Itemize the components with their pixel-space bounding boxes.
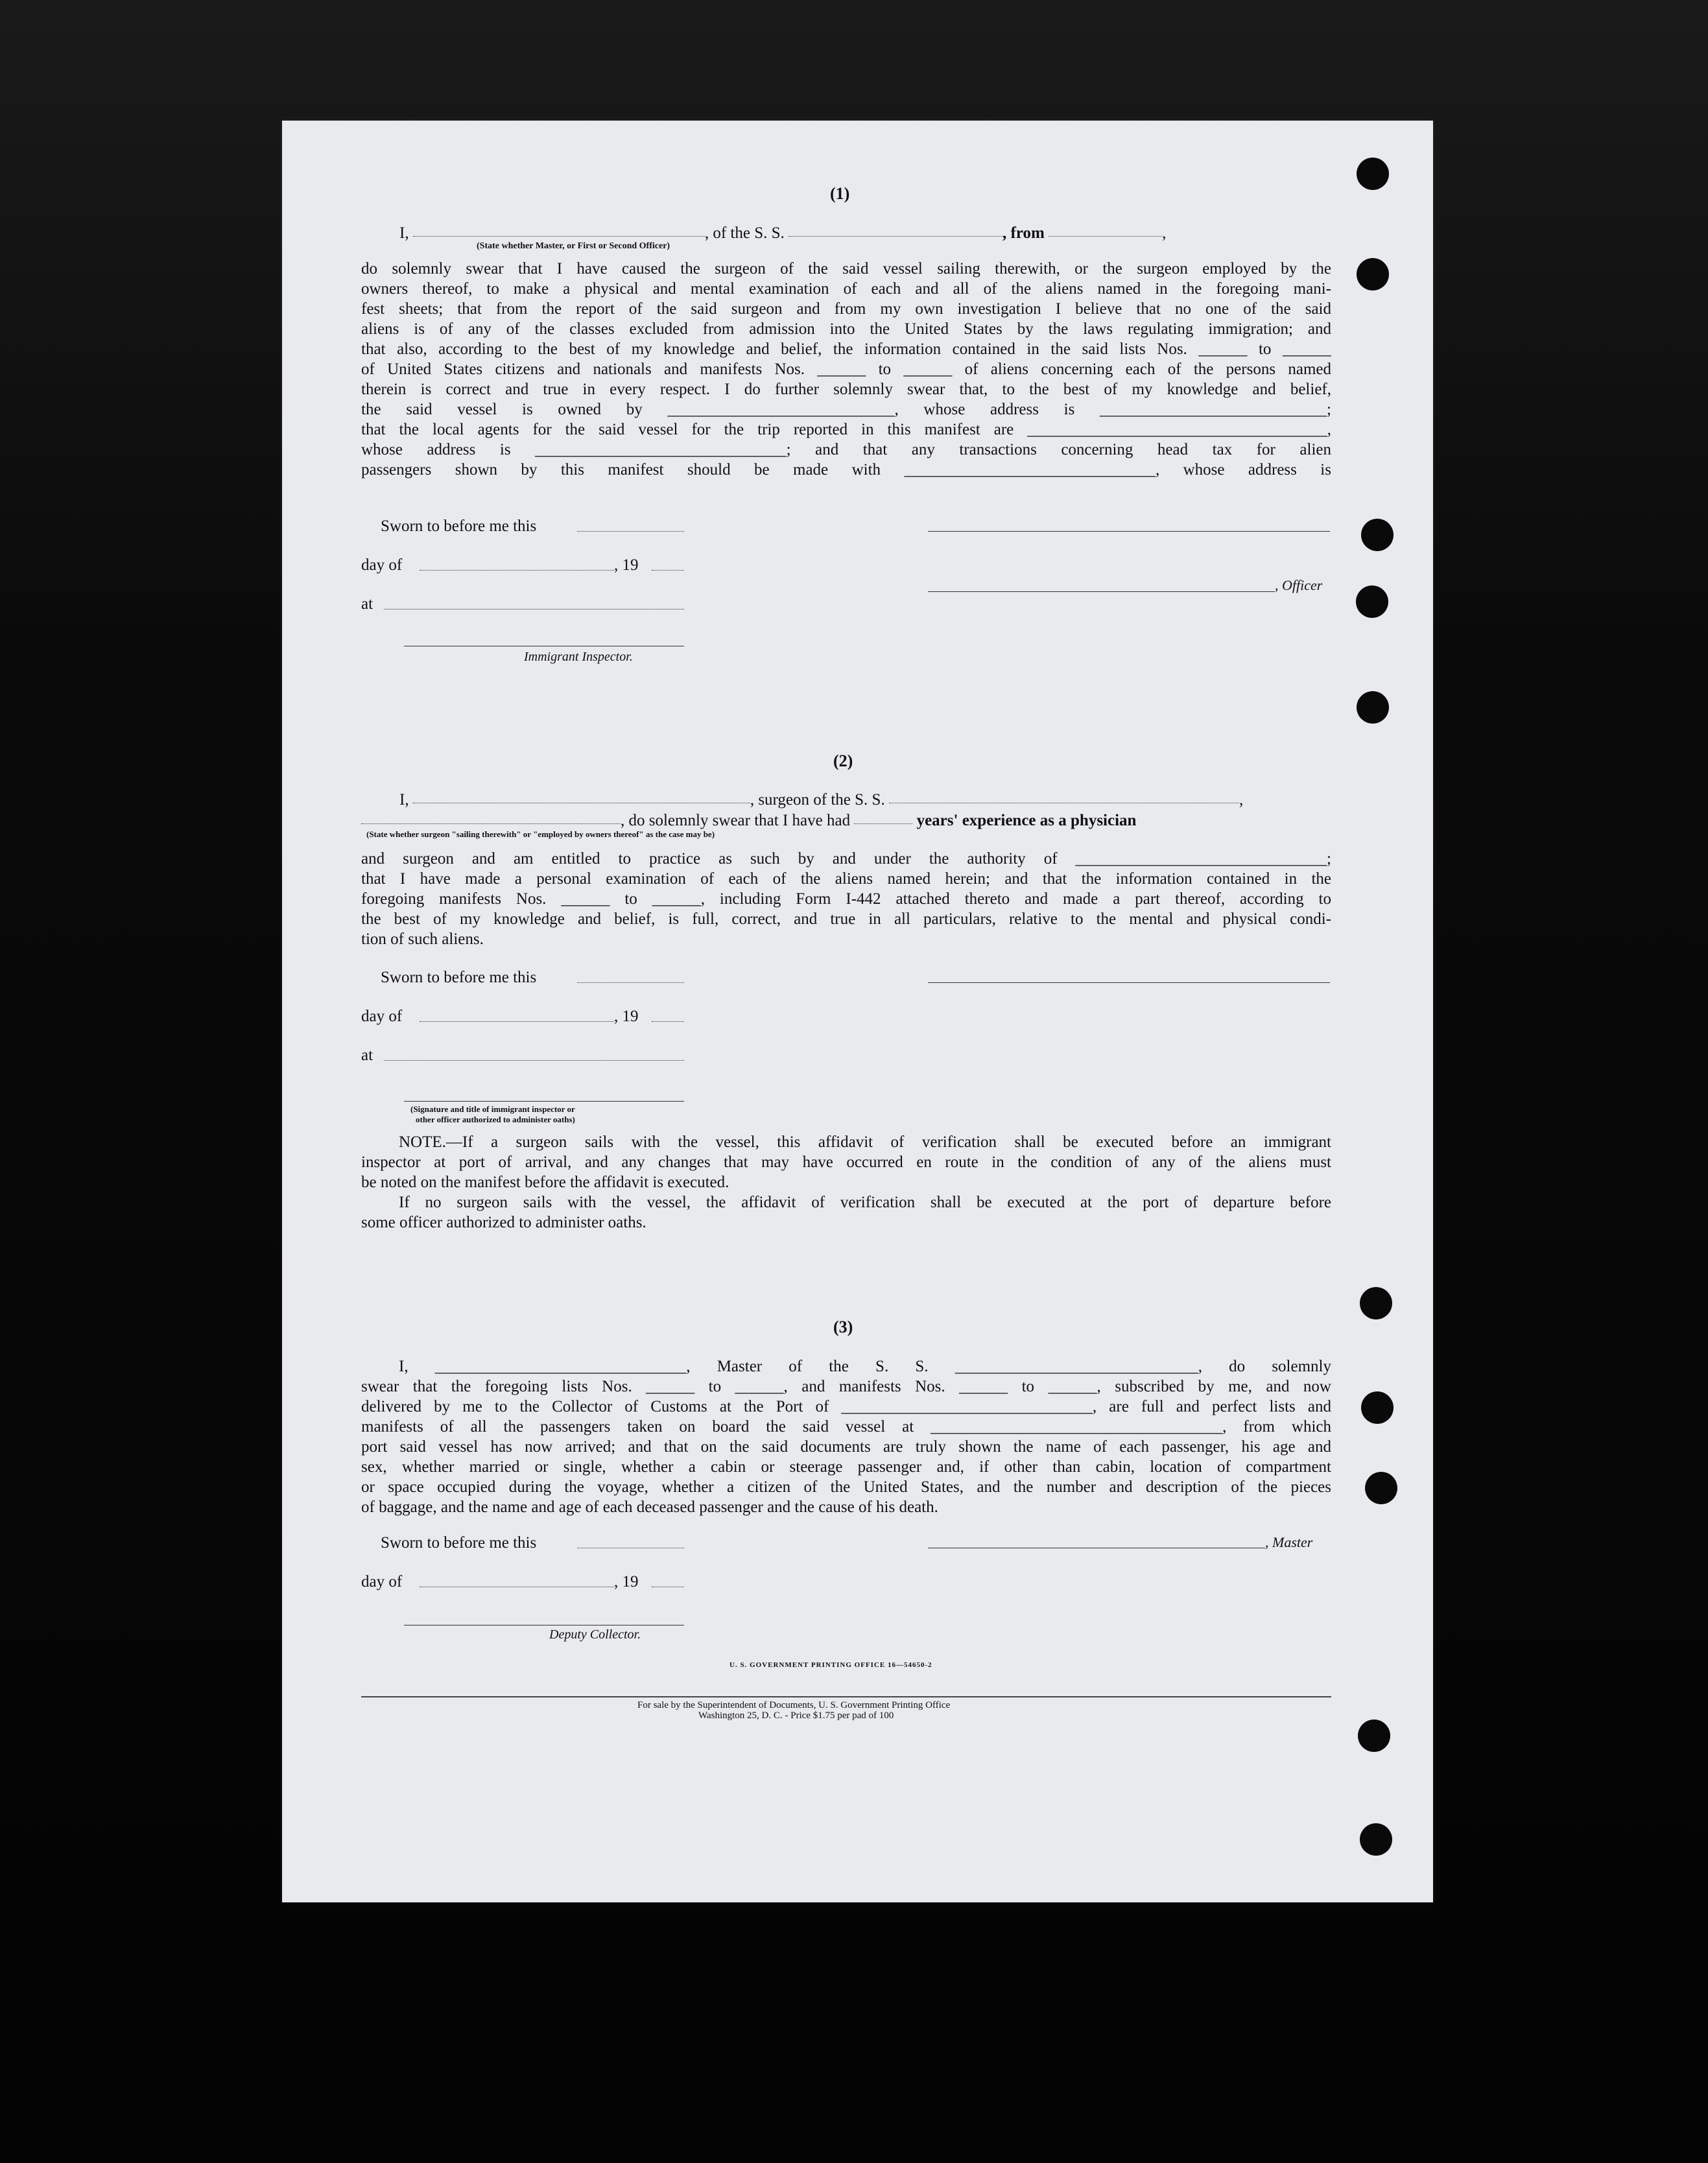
punch-hole bbox=[1357, 158, 1389, 190]
prefix: I, bbox=[399, 791, 409, 809]
officer-label: , Officer bbox=[1275, 577, 1323, 593]
inspector-label: Immigrant Inspector. bbox=[524, 650, 633, 664]
para-line: swear that the foregoing lists Nos. ______ to ______, and manifests Nos. ______ to ______, subscribed by me, and now bbox=[361, 1378, 1331, 1395]
punch-hole bbox=[1365, 1472, 1397, 1504]
officer-signature-line[interactable] bbox=[928, 531, 1330, 532]
inspector-signature-line[interactable] bbox=[404, 1101, 684, 1102]
para-line: of United States citizens and nationals and manifests Nos. ______ to ______ of aliens concerning each of the persons named bbox=[361, 360, 1331, 378]
swear-had-label: , do solemnly swear that I have had bbox=[621, 812, 851, 829]
sworn-label: Sworn to before me this bbox=[381, 969, 537, 986]
para-line: port said vessel has now arrived; and that on the said documents are truly shown the name of each passenger, his age and bbox=[361, 1438, 1331, 1456]
at-label: at bbox=[361, 595, 374, 613]
para-line: fest sheets; that from the report of the said surgeon and from my own investigation I believe that no one of the said bbox=[361, 300, 1331, 318]
year-field[interactable] bbox=[652, 570, 684, 571]
years-experience-field[interactable] bbox=[854, 823, 912, 824]
vessel-name-field[interactable] bbox=[789, 236, 1002, 237]
note-line: be noted on the manifest before the affidavit is executed. bbox=[361, 1174, 729, 1191]
day-of-label: day of bbox=[361, 1008, 403, 1025]
at-label: at bbox=[361, 1046, 374, 1064]
punch-hole bbox=[1361, 1391, 1394, 1424]
punch-hole bbox=[1360, 1287, 1392, 1319]
master-label: , Master bbox=[1265, 1534, 1313, 1550]
para-line: whose address is _______________________________; and that any transactions concerning head tax for alien bbox=[361, 441, 1331, 458]
sworn-label: Sworn to before me this bbox=[381, 1534, 537, 1552]
para-line: therein is correct and true in every respect. I do further solemnly swear that, to the best of my knowledge and belief, bbox=[361, 381, 1331, 398]
note-line: some officer authorized to administer oaths. bbox=[361, 1214, 646, 1231]
para-line: delivered by me to the Collector of Customs at the Port of _______________________________, are full and perfect lists and bbox=[361, 1398, 1331, 1415]
section-2-opening-line: I, , surgeon of the S. S. , bbox=[399, 791, 1244, 809]
years-experience-label: years' experience as a physician bbox=[916, 812, 1137, 829]
from-label: , from bbox=[1002, 224, 1045, 242]
manifest-form-page bbox=[282, 121, 1433, 1902]
section-3-paragraph bbox=[361, 1356, 1331, 1517]
para-line: manifests of all the passengers taken on board the said vessel at ____________________________________, from which bbox=[361, 1418, 1331, 1436]
section-1-opening-line: I, , of the S. S. , from , bbox=[399, 224, 1167, 242]
para-line: the said vessel is owned by ____________________________, whose address is ____________________________; bbox=[361, 401, 1331, 418]
para-line: that also, according to the best of my knowledge and belief, the information contained in the said lists Nos. ______ to ______ bbox=[361, 340, 1331, 358]
para-line: and surgeon and am entitled to practice as such by and under the authority of _______________________________; bbox=[361, 850, 1331, 868]
prefix: I, bbox=[399, 224, 409, 242]
sale-notice-line-2: Washington 25, D. C. - Price $1.75 per pad of 100 bbox=[698, 1710, 894, 1721]
para-line: foregoing manifests Nos. ______ to ______, including Form I-442 attached thereto and made a part thereof, according to bbox=[361, 890, 1331, 908]
year-field[interactable] bbox=[652, 1021, 684, 1022]
year-label: , 19 bbox=[614, 556, 639, 574]
punch-hole bbox=[1356, 585, 1388, 618]
para-line: that the local agents for the said vessel for the trip reported in this manifest are _____________________________________, bbox=[361, 421, 1331, 438]
surgeon-status-field[interactable] bbox=[361, 823, 621, 824]
para-line: sex, whether married or single, whether a cabin or steerage passenger and, if other than cabin, location of compartment bbox=[361, 1458, 1331, 1476]
section-3-number: (3) bbox=[833, 1318, 853, 1336]
para-line: passengers shown by this manifest should be made with _______________________________, whose address is bbox=[361, 461, 1331, 479]
para-line: do solemnly swear that I have caused the surgeon of the said vessel sailing therewith, or the surgeon employed by the bbox=[361, 260, 1331, 278]
punch-hole bbox=[1358, 1720, 1390, 1752]
surgeon-caption: (State whether surgeon "sailing therewith" or "employed by owners thereof" as the case may be) bbox=[366, 829, 715, 839]
punch-hole bbox=[1357, 258, 1389, 290]
printing-office-imprint: U. S. GOVERNMENT PRINTING OFFICE 16—54650-2 bbox=[729, 1661, 932, 1669]
day-of-field[interactable] bbox=[420, 1021, 614, 1022]
para-line: aliens is of any of the classes excluded from admission into the United States by the laws regulating immigration; and bbox=[361, 320, 1331, 338]
of-ss-label: , of the S. S. bbox=[704, 224, 785, 242]
para-line: owners thereof, to make a physical and mental examination of each and all of the aliens named in the foregoing mani- bbox=[361, 280, 1331, 298]
sworn-label: Sworn to before me this bbox=[381, 517, 537, 535]
punch-hole bbox=[1361, 519, 1394, 551]
para-line: or space occupied during the voyage, whether a citizen of the United States, and the number and description of the pieces bbox=[361, 1478, 1331, 1496]
year-label: , 19 bbox=[614, 1008, 639, 1025]
collector-label: Deputy Collector. bbox=[549, 1627, 641, 1642]
surgeon-of-ss-label: , surgeon of the S. S. bbox=[750, 791, 885, 809]
note-line: inspector at port of arrival, and any changes that may have occurred en route in the condition of any of the aliens must bbox=[361, 1153, 1331, 1171]
signature-caption: (Signature and title of immigrant inspector or bbox=[410, 1104, 575, 1114]
para-line: I, _______________________________, Master of the S. S. ______________________________, do solemnly bbox=[399, 1358, 1331, 1375]
sworn-date-field[interactable] bbox=[577, 982, 684, 983]
day-of-label: day of bbox=[361, 1573, 403, 1590]
note-paragraph bbox=[361, 1132, 1331, 1233]
section-1-paragraph bbox=[361, 259, 1331, 480]
footer-rule bbox=[361, 1696, 1331, 1697]
rank-caption: (State whether Master, or First or Second Officer) bbox=[477, 241, 670, 251]
note-line: NOTE.—If a surgeon sails with the vessel, this affidavit of verification shall be executed before an immigrant bbox=[399, 1133, 1331, 1151]
section-2-second-line bbox=[361, 810, 1136, 831]
para-line: that I have made a personal examination of each of the aliens named herein; and that the information contained in the bbox=[361, 870, 1331, 888]
port-from-field[interactable] bbox=[1049, 236, 1162, 237]
surgeon-signature-line[interactable] bbox=[928, 982, 1330, 983]
para-line: the best of my knowledge and belief, is full, correct, and true in all particulars, relative to the mental and physical condi- bbox=[361, 910, 1331, 928]
section-2-number: (2) bbox=[833, 751, 853, 770]
sale-notice-line-1: For sale by the Superintendent of Documents, U. S. Government Printing Office bbox=[637, 1700, 951, 1710]
punch-hole bbox=[1360, 1823, 1392, 1856]
day-of-label: day of bbox=[361, 556, 403, 574]
day-of-field[interactable] bbox=[420, 570, 614, 571]
officer-rank-field[interactable] bbox=[413, 236, 705, 237]
section-1-number: (1) bbox=[830, 184, 850, 203]
punch-hole bbox=[1357, 691, 1389, 724]
bleed-through-text bbox=[340, 172, 729, 185]
sworn-date-field[interactable] bbox=[577, 531, 684, 532]
note-line: If no surgeon sails with the vessel, the affidavit of verification shall be executed at the port of departure before bbox=[399, 1194, 1331, 1211]
para-line: tion of such aliens. bbox=[361, 930, 484, 948]
at-field[interactable] bbox=[384, 1060, 684, 1061]
signature-caption: other officer authorized to administer oaths) bbox=[416, 1115, 575, 1124]
para-line: of baggage, and the name and age of each deceased passenger and the cause of his death. bbox=[361, 1498, 938, 1516]
section-2-paragraph bbox=[361, 849, 1331, 949]
year-label: , 19 bbox=[614, 1573, 639, 1590]
officer-title-line[interactable] bbox=[928, 591, 1275, 592]
